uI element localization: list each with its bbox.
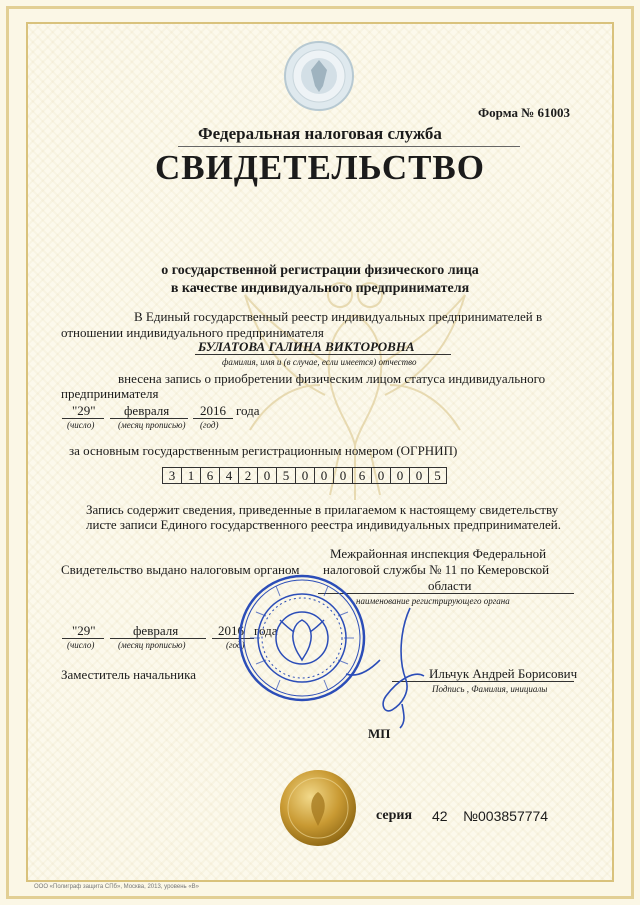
authority-line-3: области [428, 578, 472, 593]
issue-day-caption: (число) [67, 640, 95, 650]
agency-name: Федеральная налоговая служба [198, 124, 442, 143]
form-number: Форма № 61003 [478, 105, 571, 120]
ogrnip-digit-cell: 6 [352, 467, 371, 484]
ogrnip-digit-cell: 0 [333, 467, 352, 484]
entry-line-1: внесена запись о приобретении физическим лицом статуса индивидуального [118, 371, 546, 386]
signatory-caption: Подпись , Фамилия, инициалы [432, 684, 548, 694]
hologram-emblem-icon [283, 40, 355, 112]
ogrnip-digit-cell: 0 [371, 467, 390, 484]
series-number: №003857774 [463, 808, 549, 824]
entry-date-day: "29" [72, 403, 96, 418]
entry-date-month: февраля [124, 403, 170, 418]
entry-day-caption: (число) [67, 420, 95, 430]
seal-place-label: МП [368, 726, 391, 741]
issue-year-caption: (год) [226, 640, 245, 650]
issue-day-underline [62, 638, 104, 639]
record-line-2: листе записи Единого государственного реестра индивидуальных предпринимателей. [86, 517, 561, 532]
document-title: СВИДЕТЕЛЬСТВО [154, 148, 486, 187]
entry-line-2: предпринимателя [61, 386, 159, 401]
issue-date-day: "29" [72, 623, 96, 638]
ogrnip-label: за основным государственным регистрационным номером (ОГРНИП) [69, 443, 458, 458]
ogrnip-digit-cell: 5 [428, 467, 447, 484]
ogrnip-digit-cell: 0 [257, 467, 276, 484]
intro-line-2: отношении индивидуального предпринимателя [61, 325, 324, 340]
printer-note: ООО «Полиграф защита СПб», Москва, 2013, уровень «В» [34, 884, 199, 890]
entry-date-year-suffix: года [236, 403, 260, 418]
issue-month-caption: (месяц прописью) [118, 640, 186, 650]
series-region: 42 [432, 808, 448, 824]
ogrnip-digit-cell: 0 [314, 467, 333, 484]
position-title: Заместитель начальника [61, 667, 196, 682]
signatory-name: Ильчук Андрей Борисович [429, 666, 578, 681]
ogrnip-digit-cell: 6 [200, 467, 219, 484]
entry-date-year: 2016 [200, 403, 226, 418]
ogrnip-digit-cell: 2 [238, 467, 257, 484]
ogrnip-digit-cell: 0 [295, 467, 314, 484]
record-line-1: Запись содержит сведения, приведенные в прилагаемом к настоящему свидетельству [86, 502, 559, 517]
subtitle-line-2: в качестве индивидуального предпринимателя [170, 281, 470, 296]
entry-year-underline [193, 418, 233, 419]
entry-month-underline [110, 418, 188, 419]
signature-icon [340, 600, 430, 730]
issue-date-year-suffix: года [254, 623, 278, 638]
agency-underline [178, 146, 520, 147]
ogrnip-digit-cell: 0 [409, 467, 428, 484]
entry-day-underline [62, 418, 104, 419]
ogrnip-digit-cell: 3 [162, 467, 181, 484]
series-label: серия [376, 808, 413, 823]
name-caption: фамилия, имя и (в случае, если имеется) отчество [222, 357, 417, 367]
issue-month-underline [110, 638, 206, 639]
ogrnip-digit-cell: 4 [219, 467, 238, 484]
issue-date-year: 2016 [218, 623, 244, 638]
authority-line-2: налоговой службы № 11 по Кемеровской [323, 562, 550, 577]
ogrnip-digit-cell: 0 [390, 467, 409, 484]
entry-month-caption: (месяц прописью) [118, 420, 186, 430]
authority-line-1: Межрайонная инспекция Федеральной [330, 546, 547, 561]
ogrnip-digit-cell: 5 [276, 467, 295, 484]
authority-caption: наименование регистрирующего органа [356, 596, 510, 606]
subtitle-line-1: о государственной регистрации физического лица [161, 263, 479, 278]
ogrnip-number [162, 467, 447, 484]
gold-seal-icon [278, 768, 358, 848]
name-underline [195, 354, 451, 355]
issued-label: Свидетельство выдано налоговым органом [61, 562, 300, 577]
entry-year-caption: (год) [200, 420, 219, 430]
issue-date-month: февраля [133, 623, 179, 638]
ogrnip-digit-cell: 1 [181, 467, 200, 484]
person-name: БУЛАТОВА ГАЛИНА ВИКТОРОВНА [198, 339, 415, 354]
intro-line-1: В Единый государственный реестр индивидуальных предпринимателей в [134, 309, 543, 324]
